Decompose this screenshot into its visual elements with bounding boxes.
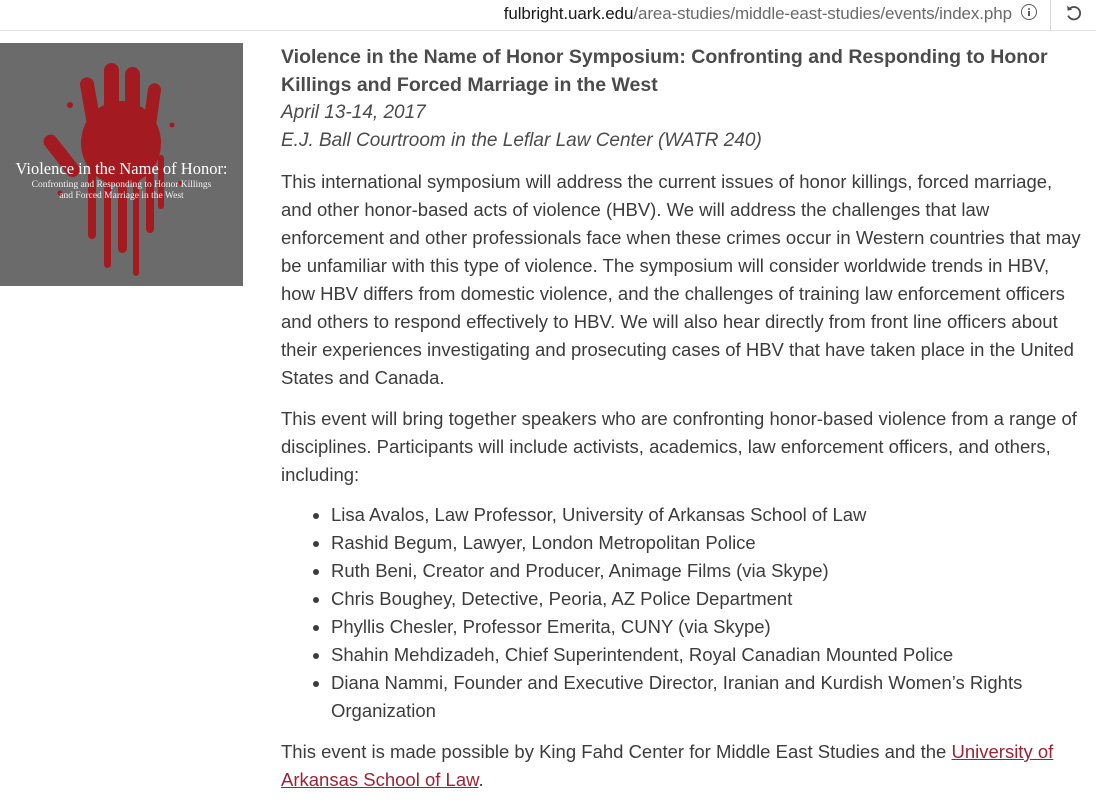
info-icon[interactable] <box>1021 4 1037 20</box>
speakers-intro: This event will bring together speakers who are confronting honor-based violence from a range of disciplines. Participants will include activists, academics, law enforcement officers, and others, including: <box>281 408 1077 485</box>
image-subtitle-line-1: Confronting and Responding to Honor Killings <box>31 180 212 190</box>
event-description: This international symposium will address the current issues of honor killings, forced marriage, and other honor-based acts of violence (HBV). We will address the challenges that law enforcement and other professionals face when these crimes occur in Western countries that may be unfamiliar with this type of violence. The symposium will consider worldwide trends in HBV, how HBV differs from domestic violence, and the challenges of training law enforcement officers and others to respond effectively to HBV. We will also hear directly from front line officers about their experiences investigating and prosecuting cases of HBV that have taken place in the United States and Canada. <box>281 171 1081 388</box>
law-school-link[interactable]: University of Arkansas School of Law <box>281 741 1054 790</box>
event-title: Violence in the Name of Honor Symposium: Confronting and Responding to Honor Killings and Forced Marriage in the West <box>281 46 1048 96</box>
list-item: Phyllis Chesler, Professor Emerita, CUNY (via Skype) <box>331 613 1086 641</box>
image-subtitle-line-2: and Forced Marriage in the West <box>59 191 184 201</box>
url-path: /area-studies/middle-east-studies/events/index.php <box>633 4 1012 23</box>
toolbar-divider <box>1050 0 1051 30</box>
list-item: Ruth Beni, Creator and Producer, Animage Films (via Skype) <box>331 557 1086 585</box>
speakers-list <box>281 501 1086 725</box>
image-subtitle <box>0 180 243 202</box>
event-image <box>0 43 243 286</box>
url-field[interactable] <box>504 3 1012 25</box>
sponsor-text: This event is made possible by King Fahd Center for Middle East Studies and the <box>281 741 952 762</box>
event-details <box>281 43 1086 794</box>
sponsor-end: . <box>478 769 484 790</box>
browser-address-bar <box>0 0 1096 31</box>
image-title: Violence in the Name of Honor: <box>15 159 228 178</box>
list-item: Lisa Avalos, Law Professor, University of Arkansas School of Law <box>331 501 1086 529</box>
event-date: April 13-14, 2017 <box>281 102 426 123</box>
sponsor-note <box>281 738 1086 794</box>
event-venue: E.J. Ball Courtroom in the Leflar Law Center (WATR 240) <box>281 130 762 151</box>
list-item: Rashid Begum, Lawyer, London Metropolitan Police <box>331 529 1086 557</box>
list-item: Chris Boughey, Detective, Peoria, AZ Police Department <box>331 585 1086 613</box>
list-item: Shahin Mehdizadeh, Chief Superintendent, Royal Canadian Mounted Police <box>331 641 1086 669</box>
url-domain: fulbright.uark.edu <box>503 4 634 23</box>
list-item: Diana Nammi, Founder and Executive Director, Iranian and Kurdish Women’s Rights Organization <box>331 669 1086 725</box>
reload-icon[interactable] <box>1064 3 1084 23</box>
